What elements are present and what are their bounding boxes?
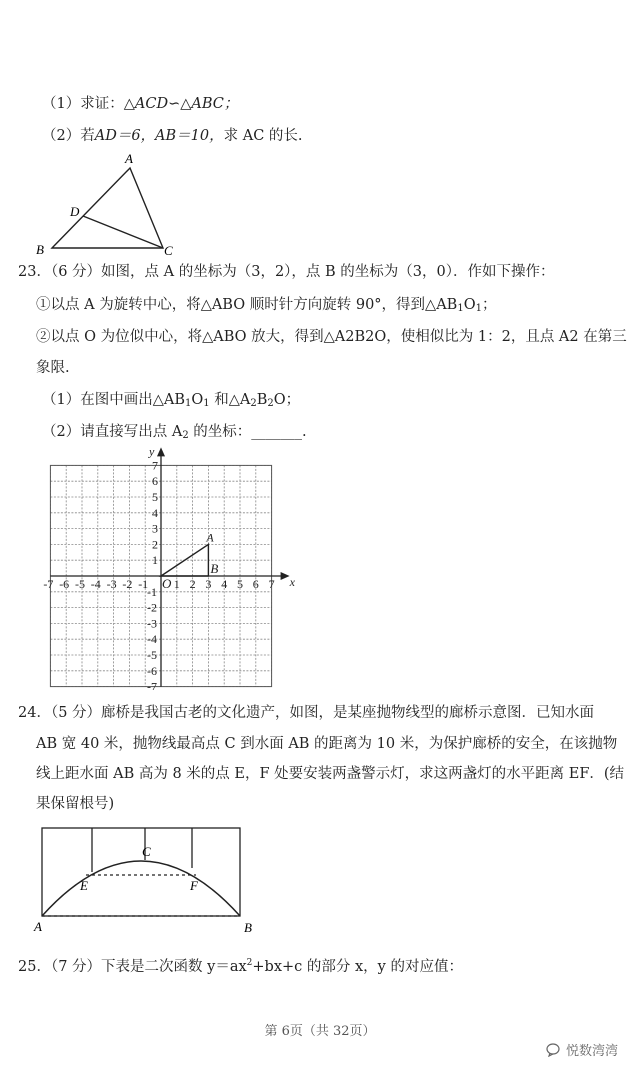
x-tick-label: 6 (252, 577, 259, 591)
q23-part1: （1）在图中画出$\triangle AB_1O_1$ 和$\triangle A_2B_2O$； (42, 392, 301, 409)
x-tick-label: -2 (122, 577, 133, 591)
label-c: C (164, 243, 173, 258)
y-tick-label: 5 (152, 490, 158, 504)
q23-part2: （2）请直接写出点 $A_2$ 的坐标：_______. (42, 424, 307, 441)
q24-line2: AB 宽 40 米，抛物线最高点 C 到水面 AB 的距离为 10 米，为保护廊桥的安全，在该抛物 (36, 736, 618, 752)
y-tick-label: -7 (147, 679, 157, 690)
triangle-abc (52, 168, 163, 248)
x-tick-label: -3 (106, 577, 117, 591)
x-tick-label: -1 (138, 577, 149, 591)
q23-step2-line2: 象限. (36, 360, 70, 376)
y-axis-arrow (157, 447, 165, 456)
x-tick-label: 1 (173, 577, 180, 591)
y-tick-label: 1 (152, 553, 158, 568)
y-tick-label: 2 (152, 537, 158, 552)
x-tick-label: -5 (75, 577, 85, 591)
watermark: 悦数湾湾 (546, 1040, 618, 1059)
x-tick-label: 5 (237, 577, 243, 591)
x-axis-label: x (289, 575, 295, 589)
q24-line4: 果保留根号) (36, 796, 115, 812)
label-f: F (190, 878, 198, 893)
coordinate-grid (28, 446, 298, 690)
x-tick-label: 3 (205, 577, 212, 591)
coordinate-grid-figure (28, 446, 298, 690)
q23-header: 23．（6 分）如图，点 A 的坐标为（3，2），点 B 的坐标为（3，0）．作如下操作： (18, 264, 555, 280)
point-b-label: B (210, 561, 219, 576)
y-axis-label: y (149, 446, 155, 459)
x-tick-label: 4 (221, 577, 228, 591)
y-tick-label: -4 (147, 632, 157, 647)
y-tick-label: -6 (147, 663, 157, 678)
x-tick-label: -7 (43, 577, 54, 591)
origin-label: O (162, 576, 172, 591)
y-tick-label: 4 (152, 505, 158, 520)
q23-step2-line1: ②以点 O 为位似中心，将△ABO 放大，得到△A2B2O，使相似比为 1：2，且点 A2 在第三 (36, 329, 627, 345)
x-tick-label: 7 (268, 577, 275, 591)
x-tick-label: -6 (59, 577, 70, 591)
label-a: A (34, 919, 42, 934)
y-tick-label: 6 (152, 474, 158, 489)
label-c: C (142, 844, 151, 859)
q23-step1: ①以点 A 为旋转中心，将△ABO 顺时针方向旋转 90°，得到$\triangle AB_1O_1$； (36, 297, 497, 314)
y-tick-label: -5 (147, 648, 157, 662)
y-tick-label: -3 (147, 616, 157, 631)
q25-line: 25．（7 分）下表是二次函数 $y=ax^2+bx+c$ 的部分 x，y 的对应值： (18, 958, 463, 975)
y-tick-label: -2 (147, 600, 157, 615)
q22-part1: （1）求证：△ACD∽△ABC； (42, 96, 239, 112)
y-tick-label: -1 (147, 584, 157, 599)
page-footer: 第 6页（共 32页） (264, 1024, 376, 1039)
label-e: E (80, 878, 88, 893)
q24-line3: 线上距水面 AB 高为 8 米的点 E，F 处要安装两盏警示灯，求这两盏灯的水平距离 EF．(结 (36, 766, 625, 782)
y-tick-label: 7 (152, 458, 158, 473)
x-axis-arrow (281, 572, 290, 580)
y-tick-label: 3 (152, 521, 158, 536)
label-a: A (125, 151, 133, 166)
bridge-figure (30, 824, 266, 936)
segment-dc (83, 216, 163, 248)
label-b: B (244, 920, 252, 935)
x-tick-label: 2 (189, 577, 196, 591)
q22-part2: （2）若AD＝6，AB＝10，求 AC 的长. (42, 128, 303, 144)
bridge-frame (42, 828, 240, 916)
q24-line1: 24．（5 分）廊桥是我国古老的文化遗产，如图，是某座抛物线型的廊桥示意图．已知水面 (18, 705, 595, 721)
x-tick-label: -4 (90, 577, 101, 591)
parabola-arch (42, 861, 240, 916)
label-d: D (70, 204, 80, 219)
label-b: B (36, 242, 44, 257)
point-a-label: A (206, 530, 214, 545)
triangle-figure (30, 148, 190, 260)
wechat-icon (546, 1043, 562, 1057)
